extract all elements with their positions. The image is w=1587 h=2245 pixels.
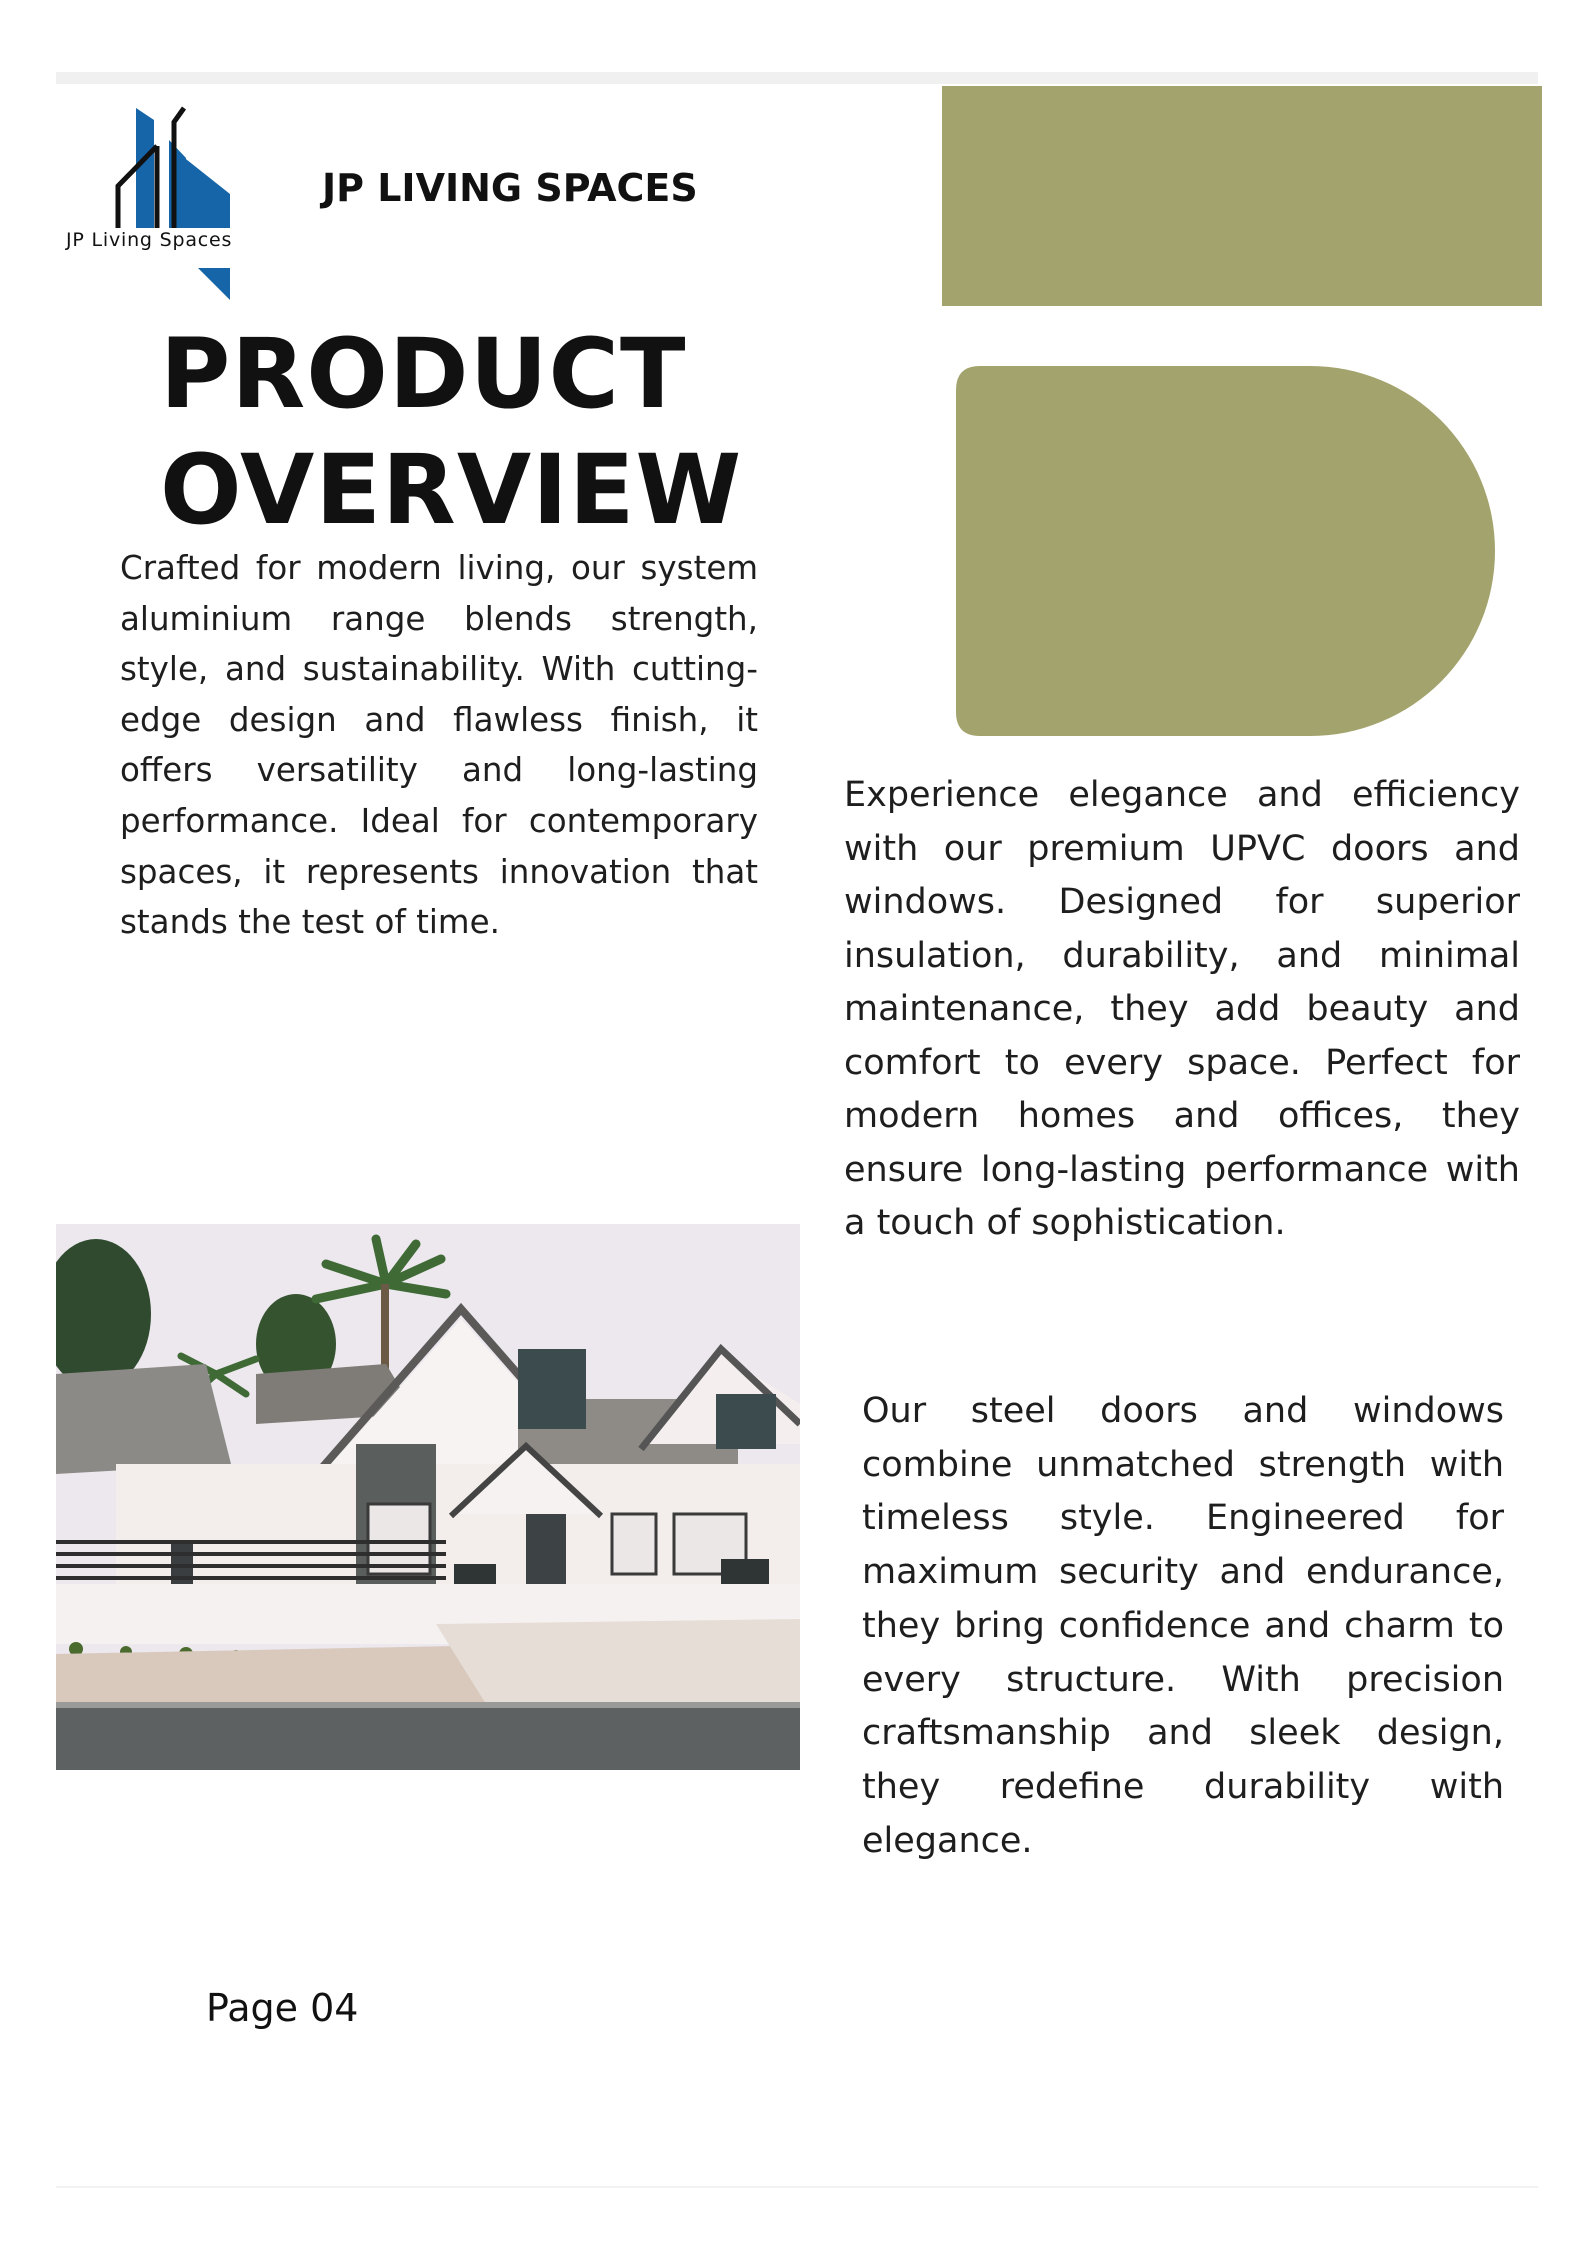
title-line-1: PRODUCT (160, 318, 687, 430)
house-photo (56, 1224, 800, 1770)
upvc-description: Experience elegance and efficiency with our premium UPVC doors and windows. Designed for superior insulation, durability, and minimal maintenance, they add beauty and comfort to every space. Perfect for modern homes and offices, they ensure long-lasting performance with a touch of sophistication. (844, 775, 1520, 1243)
page-number: Page 04 (206, 1986, 359, 2030)
steel-description: Our steel doors and windows combine unmatched strength with timeless style. Engineered for maximum security and endurance, they bring confidence and charm to every structure. With precision craftsmanship and sleek design, they redefine durability with elegance. (862, 1391, 1504, 1861)
logo-wordmark: JP Living Spaces (66, 229, 233, 251)
company-name: JP LIVING SPACES (322, 166, 698, 210)
building-logo-icon (62, 104, 274, 304)
page-title (160, 316, 760, 548)
aluminium-description: Crafted for modern living, our system aluminium range blends strength, style, and sustainability. With cutting-edge design and flawless finish, it offers versatility and long-lasting performance. Ideal for contemporary spaces, it represents innovation that stands the test of time. (120, 549, 758, 942)
accent-d-shape (956, 366, 1496, 736)
house-image (56, 1224, 800, 1770)
bottom-divider (56, 2186, 1538, 2188)
top-divider (56, 72, 1538, 84)
title-line-2: OVERVIEW (160, 434, 743, 546)
company-logo (62, 104, 274, 304)
accent-rectangle (942, 86, 1542, 306)
